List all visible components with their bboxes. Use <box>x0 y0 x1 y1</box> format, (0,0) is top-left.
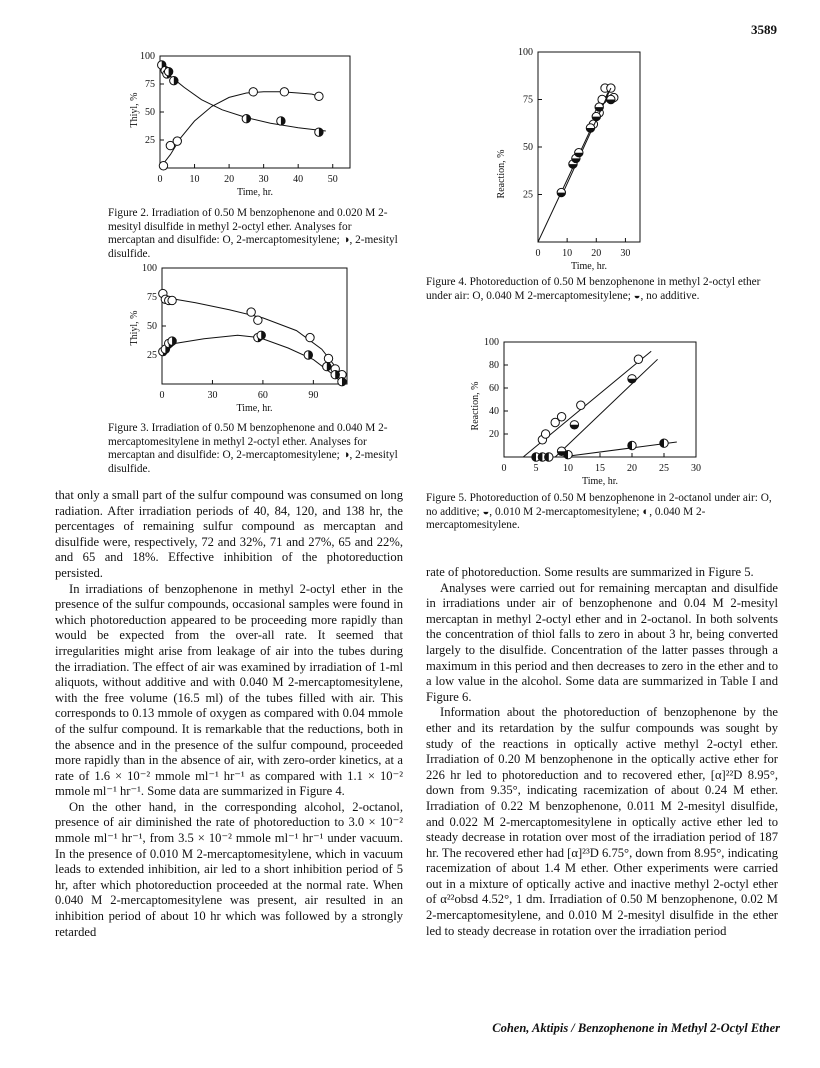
x-tick-label: 60 <box>257 390 268 401</box>
data-point <box>159 162 167 170</box>
data-point <box>592 112 600 120</box>
x-tick-label: 30 <box>691 463 701 474</box>
x-tick-label: 30 <box>620 248 631 259</box>
figure-5-caption: Figure 5. Photoreduction of 0.50 M benzophenone in 2-octanol under air: O, no additive; ◒, 0.010 M 2-mercaptomesitylene; ◐, 0.040 M 2-mercaptomesitylene. <box>426 492 772 531</box>
x-tick-label: 10 <box>189 174 200 185</box>
data-point <box>570 421 578 429</box>
svg-text:Reaction, %: Reaction, % <box>496 149 507 199</box>
series-line <box>555 359 657 457</box>
y-tick-label: 100 <box>518 47 533 58</box>
svg-text:Thiyl, %: Thiyl, % <box>129 310 140 346</box>
data-point <box>323 362 331 370</box>
x-tick-label: 10 <box>562 248 573 259</box>
x-tick-label: 0 <box>159 390 165 401</box>
data-point <box>586 124 594 132</box>
figure-5-plot <box>484 337 701 487</box>
data-point <box>338 377 346 385</box>
paragraph: rate of photoreduction. Some results are summarized in Figure 5. <box>426 565 754 579</box>
figure-2-plot <box>140 51 350 198</box>
x-tick-label: 15 <box>595 463 605 474</box>
y-tick-label: 25 <box>523 189 533 201</box>
y-tick-label: 75 <box>145 79 155 90</box>
svg-text:Reaction, %: Reaction, % <box>470 381 481 431</box>
y-tick-label: 20 <box>489 429 499 440</box>
data-point <box>564 451 572 459</box>
data-point <box>660 439 668 447</box>
figure-2-chart <box>108 48 368 202</box>
plot-frame <box>160 56 350 168</box>
x-tick-label: 0 <box>157 174 163 185</box>
figure-3-chart <box>108 258 358 418</box>
data-point <box>247 308 255 316</box>
x-tick-label: 40 <box>293 174 304 185</box>
series-line <box>162 335 344 384</box>
data-point <box>168 296 176 304</box>
y-tick-label: 25 <box>147 350 157 361</box>
figure-4-chart <box>490 42 650 272</box>
plot-frame <box>538 52 640 242</box>
data-point <box>249 88 257 96</box>
series-line <box>561 88 611 196</box>
page-number: 3589 <box>751 22 777 37</box>
y-tick-label: 100 <box>142 263 157 274</box>
x-tick-label: 30 <box>207 390 218 401</box>
y-tick-label: 50 <box>147 321 157 332</box>
x-tick-label: 20 <box>591 248 602 259</box>
y-tick-label: 75 <box>147 292 157 303</box>
data-point <box>628 441 636 449</box>
x-tick-label: 5 <box>533 463 539 474</box>
x-tick-label: 0 <box>501 463 507 474</box>
data-point <box>170 76 178 84</box>
y-tick-label: 25 <box>145 135 155 146</box>
y-tick-label: 75 <box>523 94 533 106</box>
data-point <box>280 88 288 96</box>
paragraph: In irradiations of benzophenone in methyl 2-octyl ether in the presence of the sulfur compounds, occasional samples were found in which photoreduction appeared to be proceeding more rapidly than would be expected from the over-all rate. It seemed that irregularities might arise from leakage of air into the tubes during the irradiation. The effect of air was examined by irradiation of 1-ml aliquots, without additive and with 0.040 M 2-mercaptomesitylene, with the free volume (16.5 ml) of the tubes filled with air. This corresponds to 0.13 mmole of oxygen as compared with 0.04 mmole of the sulfur compound. It is remarkable that the reductions, both in the absence and in the presence of the sulfur compound, proceeded more rapidly than in the absence of air, with zero-order kinetics, at a rate of 1.6 × 10⁻² mmole ml⁻¹ hr⁻¹ as compared with 1.1 × 10⁻² mmole ml⁻¹ hr⁻¹. Some data are summarized in Figure 4. <box>55 581 403 799</box>
x-tick-label: 25 <box>659 463 669 474</box>
paragraph: Information about the photoreduction of benzophenone by the ether and its retardation by the sulfur compounds was sought by study of the reactions in optically active methyl 2-octyl ether. Irradiation of 0.20 M benzophenone in the optically active ether for 226 hr led to photoreduction and to recovered ether, [α]²²D 8.95°, down from 9.35°, indicating racemization of about 0.24 M ether. Irradiation of 0.22 M benzophenone, 0.011 M 2-mesityl disulfide, and 0.022 M 2-mercaptomesitylene in optically active ether led to steady decrease in rotation over most of the irradiation period of 187 hr. The recovered ether had [α]²³D 6.75°, down from 8.95°, indicating racemization of about 1.4 M ether. Other experiments were carried out in a mixture of optically active and inactive methyl 2-octyl ether of α²²obsd 4.52°, 1 dm. Irradiation of 0.50 M benzophenone, 0.02 M 2-mercaptomesitylene, and 0.010 M 2-mesityl disulfide in the ether led to steady decrease in rotation over the irradiation period <box>426 705 778 938</box>
data-point <box>168 337 176 345</box>
data-point <box>557 413 565 421</box>
figure-3-plot <box>142 263 347 414</box>
data-point <box>242 115 250 123</box>
right-column-text <box>426 565 778 939</box>
figure-2-caption: Figure 2. Irradiation of 0.50 M benzophenone and 0.020 M 2-mesityl disulfide in methyl 2-octyl ether. Analyses for mercaptan and disulfide: O, 2-mercaptomesitylene; ◑, 2-mesityl disulfide. <box>108 207 398 260</box>
data-point <box>324 354 332 362</box>
x-axis-label: Time, hr. <box>236 403 273 414</box>
x-axis-label: Time, hr. <box>570 261 608 272</box>
y-tick-label: 100 <box>484 337 499 348</box>
data-point <box>257 331 265 339</box>
data-point <box>557 188 565 196</box>
y-tick-label: 100 <box>140 51 155 62</box>
data-point <box>628 375 636 383</box>
plot-frame <box>162 268 347 384</box>
page-footer: Cohen, Aktipis / Benzophenone in Methyl 2-Octyl Ether <box>492 1021 780 1035</box>
figure-5-chart <box>466 334 716 492</box>
x-tick-label: 90 <box>308 390 319 401</box>
figure-4-caption: Figure 4. Photoreduction of 0.50 M benzophenone in methyl 2-octyl ether under air: O, 0.040 M 2-mercaptomesitylene; ◒, no additive. <box>426 276 761 302</box>
plot-frame <box>504 342 696 457</box>
data-point <box>277 117 285 125</box>
data-point <box>164 67 172 75</box>
paragraph: Analyses were carried out for remaining mercaptan and disulfide in irradiations under air of benzophenone and 0.04 M 2-mesityl mercaptan in methyl 2-octyl ether and in 2-octanol. In both solvents the concentration of thiol falls to zero in about 3 hr, being converted largely to the disulfide. Concentration of the latter passes through a maximum in this period and then decreases to zero in the ether and to a low value in the alcohol. Some data are summarized in Table I and Figure 6. <box>426 580 778 704</box>
data-point <box>306 333 314 341</box>
x-tick-label: 20 <box>224 174 235 185</box>
paragraph: On the other hand, in the corresponding alcohol, 2-octanol, presence of air diminished the rate of photoreduction to 3.0 × 10⁻² mmole ml⁻¹ hr⁻¹, from 3.5 × 10⁻² mmole ml⁻¹ hr⁻¹ under vacuum. In the presence of 0.010 M 2-mercaptomesitylene, which in vacuum leads to extended inhibition, air led to a short inhibition period of 5 hr, after which photoreduction proceeded at the normal rate. When 0.040 M 2-mercaptomesitylene was present, air resulted in an inhibition period of about 10 hr which was followed by a strongly retarded <box>55 799 403 939</box>
figure-4-plot <box>518 47 640 272</box>
y-tick-label: 50 <box>145 107 155 118</box>
data-point <box>304 351 312 359</box>
x-tick-label: 10 <box>563 463 573 474</box>
paragraph: that only a small part of the sulfur compound was consumed on long radiation. After irradiation periods of 40, 84, 120, and 138 hr, the percentages of remaining sulfur compound as mercaptan and disulfide were, respectively, 72 and 32%, 71 and 27%, 65 and 22%, and 65 and 18%. Effective inhibition of the photoreduction persisted. <box>55 488 403 580</box>
y-tick-label: 50 <box>523 142 533 153</box>
y-tick-label: 60 <box>489 383 499 394</box>
data-point <box>331 371 339 379</box>
data-point <box>173 137 181 145</box>
x-axis-label: Time, hr. <box>236 187 274 198</box>
y-tick-label: 80 <box>489 360 499 371</box>
data-point <box>254 316 262 324</box>
svg-text:Thiyl, %: Thiyl, % <box>129 92 140 128</box>
figure-3-caption: Figure 3. Irradiation of 0.50 M benzophenone and 0.040 M 2-mercaptomesitylene in methyl 2-octyl ether. Analyses for mercaptan and disulfide: O, 2-mercaptomesitylene; ◑, 2-mesityl disulfide. <box>108 422 398 475</box>
series-line <box>160 92 322 168</box>
data-point <box>607 95 615 103</box>
x-tick-label: 0 <box>535 248 541 259</box>
data-point <box>577 401 585 409</box>
data-point <box>634 355 642 363</box>
x-tick-label: 20 <box>627 463 637 474</box>
data-point <box>315 128 323 136</box>
x-axis-label: Time, hr. <box>581 476 619 487</box>
data-point <box>541 430 549 438</box>
y-tick-label: 40 <box>489 406 499 417</box>
data-point <box>315 92 323 100</box>
data-point <box>595 103 603 111</box>
x-tick-label: 30 <box>258 174 269 185</box>
data-point <box>575 149 583 157</box>
left-column-text <box>55 488 403 940</box>
data-point <box>545 453 553 461</box>
x-tick-label: 50 <box>327 174 338 185</box>
